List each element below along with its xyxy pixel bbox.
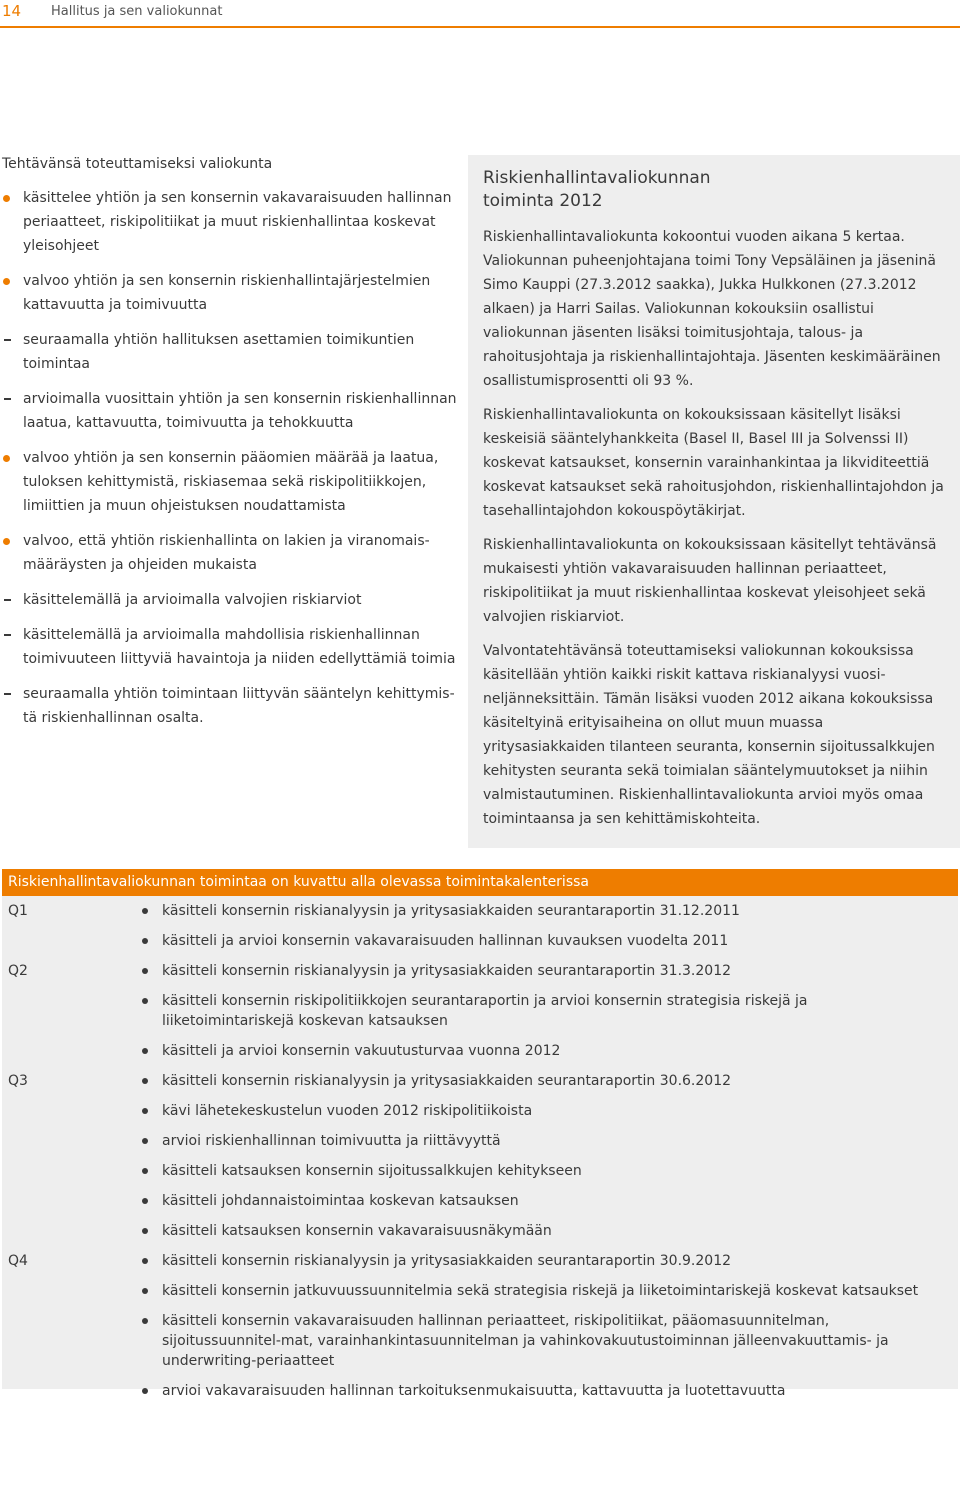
calendar-item: käsitteli konsernin riskianalyysin ja yritysasiakkaiden seurantaraportin 31.12.2011 <box>141 901 931 921</box>
quarter-item-list <box>141 1251 931 1411</box>
task-item <box>2 269 460 317</box>
task-text: valvoo yhtiön ja sen konsernin pääomien määrää ja laatua, tuloksen kehittymistä, riskiasemaa sekä riskipolitiikkojen, limiittien ja muun ohjeistuksen noudattamista <box>23 450 439 514</box>
calendar-item: käsitteli konsernin riskianalyysin ja yritysasiakkaiden seurantaraportin 31.3.2012 <box>141 961 931 981</box>
calendar-item: kävi lähetekeskustelun vuoden 2012 riskipolitiikoista <box>141 1101 931 1121</box>
calendar-item: käsitteli katsauksen konsernin vakavaraisuusnäkymään <box>141 1221 931 1241</box>
task-subitem <box>2 623 460 671</box>
task-item <box>2 186 460 258</box>
calendar-quarter-q1 <box>2 901 958 961</box>
quarter-label: Q2 <box>8 963 28 979</box>
calendar-item: käsitteli johdannaistoimintaa koskevan katsauksen <box>141 1191 931 1211</box>
calendar-item: käsitteli konsernin riskianalyysin ja yritysasiakkaiden seurantaraportin 30.9.2012 <box>141 1251 931 1271</box>
activity-heading-line2: toiminta 2012 <box>483 191 603 211</box>
calendar-item: käsitteli konsernin riskipolitiikkojen seurantaraportin ja arvioi konsernin strategisia riskejä ja liiketoimintariskejä koskevan katsauksen <box>141 991 931 1031</box>
quarter-item-list <box>141 961 931 1071</box>
task-text: käsittelemällä ja arvioimalla mahdollisia riskienhallinnan toimivuuteen liittyviä havaintoja ja niiden edellyttämiä toimia <box>23 627 456 667</box>
calendar-item: käsitteli katsauksen konsernin sijoitussalkkujen kehitykseen <box>141 1161 931 1181</box>
activity-box <box>468 155 960 848</box>
calendar-quarter-q2 <box>2 961 958 1071</box>
calendar-quarter-q4 <box>2 1251 958 1411</box>
calendar-item: arvioi vakavaraisuuden hallinnan tarkoituksenmukaisuutta, kattavuutta ja luotettavuutta <box>141 1381 931 1401</box>
page-header <box>0 0 960 28</box>
calendar-quarter-q3 <box>2 1071 958 1251</box>
activity-paragraph: Riskienhallintavaliokunta kokoontui vuoden aikana 5 kertaa. Valiokunnan puheenjohtajana toimi Tony Vepsäläinen ja jäseninä Simo Kauppi (27.3.2012 saakka), Jukka Hulkkonen (27.3.2012 alkaen) ja Harri Sailas. Valiokunnan kokouksiin osallistui valiokunnan jäsenten lisäksi toimitusjohtaja, talous- ja rahoitusjohtaja ja riskienhallintajohtaja. Jäsenten keskimääräinen osallistumisprosentti oli 93 %. <box>483 229 941 389</box>
task-text: käsittelee yhtiön ja sen konsernin vakavaraisuuden hallinnan periaatteet, riskipolitiikat ja muut riskienhallintaa koskevat yleisohjeet <box>23 190 452 254</box>
task-list <box>2 186 460 730</box>
task-item <box>2 446 460 518</box>
calendar-item: käsitteli konsernin jatkuvuussuunnitelmia sekä strategisia riskejä ja liiketoimintariskejä koskevat katsaukset <box>141 1281 931 1301</box>
quarter-item-list <box>141 1071 931 1251</box>
quarter-label: Q3 <box>8 1073 28 1089</box>
calendar-item: arvioi riskienhallinnan toimivuutta ja riittävyyttä <box>141 1131 931 1151</box>
running-title: Hallitus ja sen valiokunnat <box>51 4 223 19</box>
left-column <box>2 152 460 741</box>
calendar-item: käsitteli ja arvioi konsernin vakavaraisuuden hallinnan kuvauksen vuodelta 2011 <box>141 931 931 951</box>
task-text: valvoo yhtiön ja sen konsernin riskienhallintajärjestelmien kattavuutta ja toimivuutta <box>23 273 431 313</box>
page-number: 14 <box>2 2 22 20</box>
task-text: arvioimalla vuosittain yhtiön ja sen konsernin riskienhallinnan laatua, kattavuutta, toimivuutta ja tehokkuutta <box>23 391 457 431</box>
task-text: seuraamalla yhtiön hallituksen asettamien toimikuntien toimintaa <box>23 332 415 372</box>
activity-paragraph: Riskienhallintavaliokunta on kokouksissaan käsitellyt tehtävänsä mukaisesti yhtiön vakavaraisuuden hallinnan periaatteet, riskipolitiikat ja muut riskienhallintaa koskevat yleisohjeet sekä valvojien riskiarviot. <box>483 537 937 625</box>
task-subitem <box>2 588 460 612</box>
calendar-item: käsitteli konsernin riskianalyysin ja yritysasiakkaiden seurantaraportin 30.6.2012 <box>141 1071 931 1091</box>
task-subitem <box>2 682 460 730</box>
activity-calendar <box>2 869 958 1399</box>
calendar-rows <box>2 896 958 1411</box>
activity-heading-line1: Riskienhallintavaliokunnan <box>483 168 711 188</box>
task-text: käsittelemällä ja arvioimalla valvojien riskiarviot <box>23 592 362 608</box>
activity-paragraph: Valvontatehtävänsä toteuttamiseksi valiokunnan kokouksissa käsitellään yhtiön kaikki riskit kattava riskianalyysi vuosi-neljänneksittäin. Tämän lisäksi vuoden 2012 aikana kokouksissa käsiteltyinä erityisaiheina on ollut muun muassa yritysasiakkaiden tilanteen seuranta, konsernin sijoitussalkkujen kehitysten seuranta sekä toimialan sääntelymuutokset ja niihin valmistautuminen. Riskienhallintavaliokunta arvioi myös omaa toimintaansa ja sen kehittämiskohteita. <box>483 643 935 827</box>
task-item <box>2 529 460 577</box>
calendar-item: käsitteli ja arvioi konsernin vakuutusturvaa vuonna 2012 <box>141 1041 931 1061</box>
activity-heading <box>483 167 944 213</box>
activity-paragraph: Riskienhallintavaliokunta on kokouksissaan käsitellyt lisäksi keskeisiä sääntelyhankkeita (Basel II, Basel III ja Solvenssi II) koskevat katsaukset, konsernin varainhankintaa ja likviditeettiä koskevat katsaukset sekä rahoitusjohdon, riskienhallintajohdon ja tasehallintajohdon kokouspöytäkirjat. <box>483 407 944 519</box>
left-intro: Tehtävänsä toteuttamiseksi valiokunta <box>2 156 273 172</box>
quarter-label: Q4 <box>8 1253 28 1269</box>
quarter-item-list <box>141 901 931 961</box>
quarter-label: Q1 <box>8 903 28 919</box>
task-text: valvoo, että yhtiön riskienhallinta on lakien ja viranomais-määräysten ja ohjeiden mukaista <box>23 533 430 573</box>
calendar-title: Riskienhallintavaliokunnan toimintaa on kuvattu alla olevassa toimintakalenterissa <box>2 869 958 896</box>
task-text: seuraamalla yhtiön toimintaan liittyvän sääntelyn kehittymis-tä riskienhallinnan osalta. <box>23 686 455 726</box>
task-subitem <box>2 387 460 435</box>
calendar-item: käsitteli konsernin vakavaraisuuden hallinnan periaatteet, riskipolitiikat, pääomasuunnitelman, sijoitussuunnitel-mat, varainhankintasuunnitelman ja vahinkovakuutustoiminnan jälleenvakuuttamis- ja underwriting-periaatteet <box>141 1311 931 1371</box>
task-subitem <box>2 328 460 376</box>
